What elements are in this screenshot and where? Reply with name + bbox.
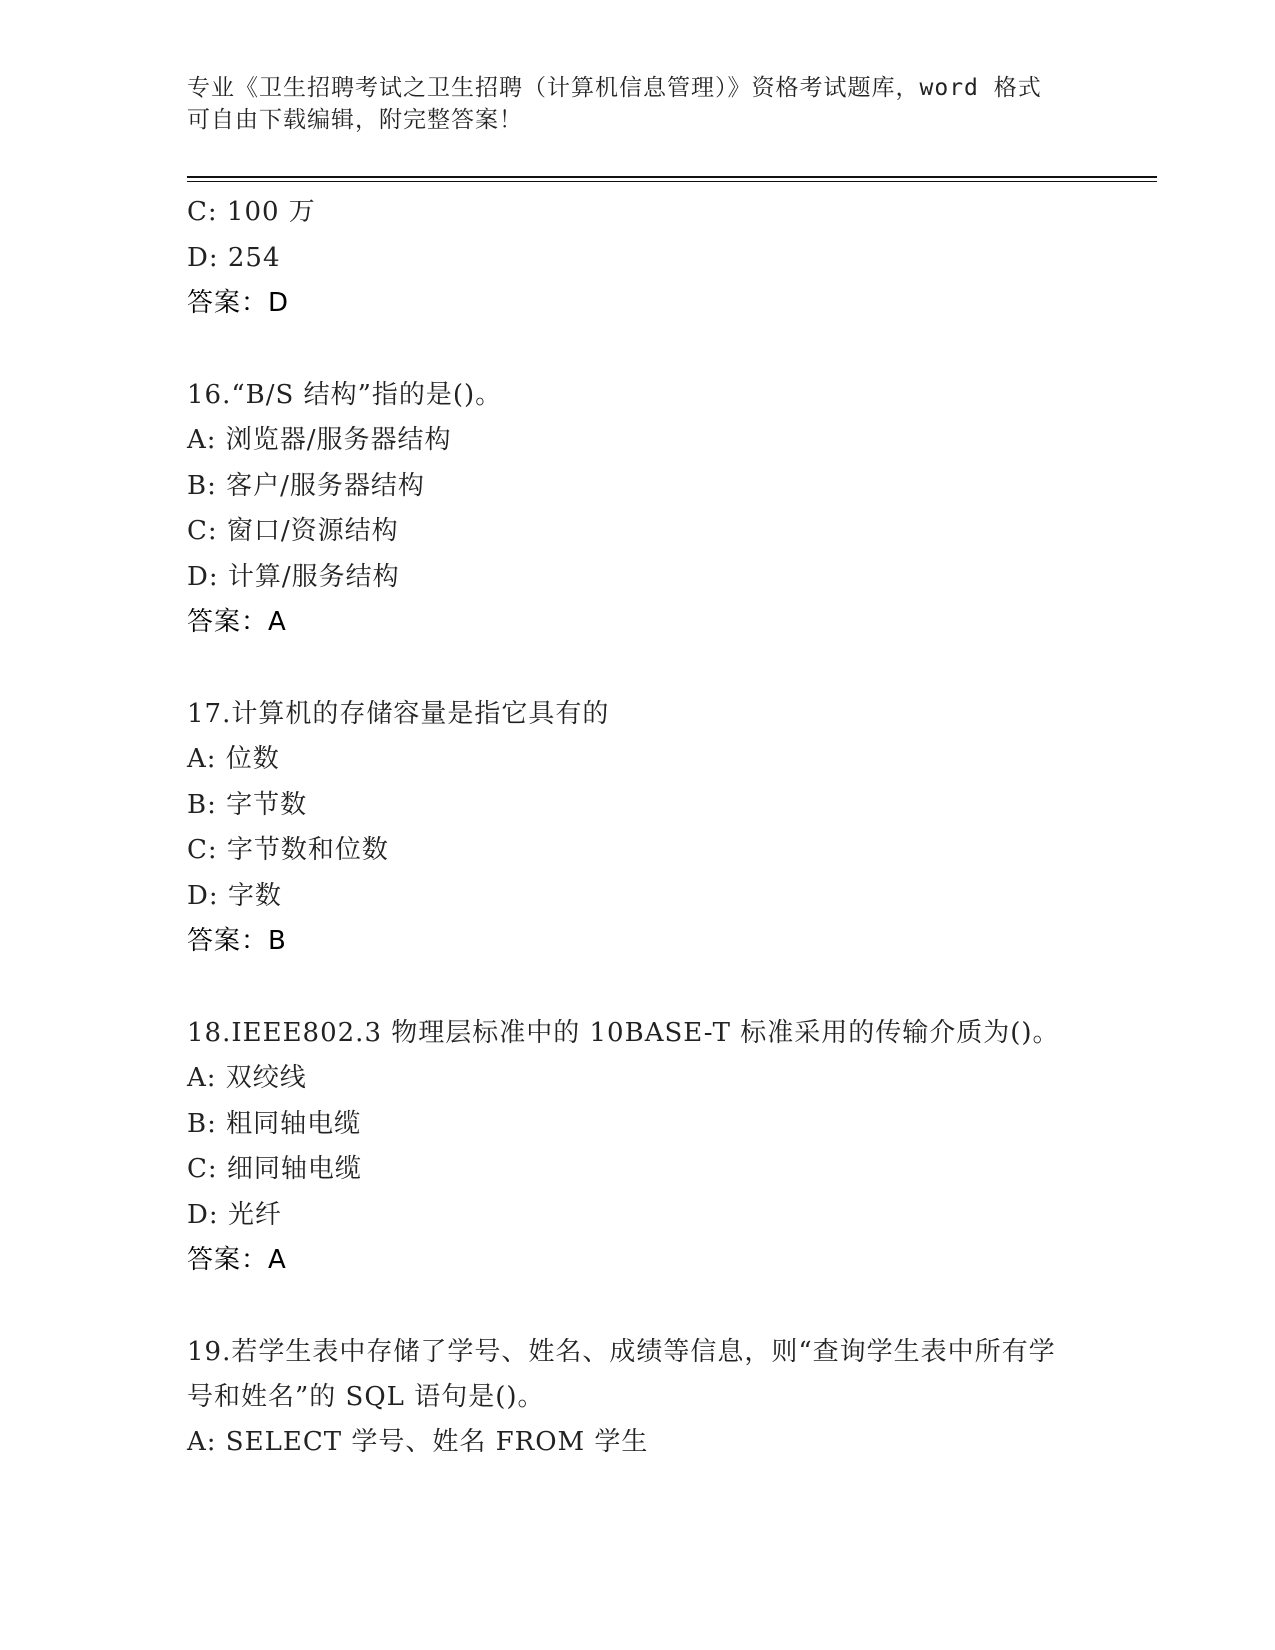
option-a: A: 双绞线 [187, 1063, 307, 1093]
question-17 [187, 692, 1087, 965]
question-19 [187, 1330, 1087, 1466]
question-16 [187, 373, 1087, 646]
header-divider-thick [187, 176, 1157, 178]
option-b: B: 粗同轴电缆 [187, 1108, 362, 1139]
question-list [187, 190, 1087, 1465]
question-stem: 17.计算机的存储容量是指它具有的 [187, 698, 610, 729]
answer-line: 答案：D [187, 288, 290, 318]
option-c: C: 字节数和位数 [187, 835, 389, 865]
question-stem: 19.若学生表中存储了学号、姓名、成绩等信息，则“查询学生表中所有学号和姓名”的 SQL 语句是()。 [187, 1336, 1056, 1412]
question-15-continuation [187, 190, 1087, 327]
header-line-2: 可自由下载编辑，附完整答案！ [187, 107, 523, 133]
header-divider-thin [187, 181, 1157, 182]
option-d: D: 计算/服务结构 [187, 561, 400, 592]
option-d: D: 光纤 [187, 1199, 282, 1230]
option-b: B: 客户/服务器结构 [187, 470, 425, 501]
document-header [187, 72, 1087, 136]
answer-line: 答案：A [187, 607, 287, 637]
option-c: C: 100 万 [187, 197, 316, 227]
option-d: D: 254 [187, 242, 281, 273]
option-c: C: 细同轴电缆 [187, 1154, 362, 1184]
question-stem: 16.“B/S 结构”指的是()。 [187, 379, 503, 410]
option-c: C: 窗口/资源结构 [187, 516, 399, 546]
header-line-1: 专业《卫生招聘考试之卫生招聘（计算机信息管理）》资格考试题库，word 格式 [187, 75, 1042, 101]
option-a: A: 位数 [187, 744, 280, 774]
question-18 [187, 1011, 1087, 1284]
option-a: A: 浏览器/服务器结构 [187, 425, 452, 455]
option-d: D: 字数 [187, 880, 282, 911]
answer-line: 答案：A [187, 1245, 287, 1275]
question-stem: 18.IEEE802.3 物理层标准中的 10BASE-T 标准采用的传输介质为()。 [187, 1017, 1060, 1048]
option-a: A: SELECT 学号、姓名 FROM 学生 [187, 1426, 649, 1457]
option-b: B: 字节数 [187, 789, 308, 820]
answer-line: 答案：B [187, 926, 287, 956]
